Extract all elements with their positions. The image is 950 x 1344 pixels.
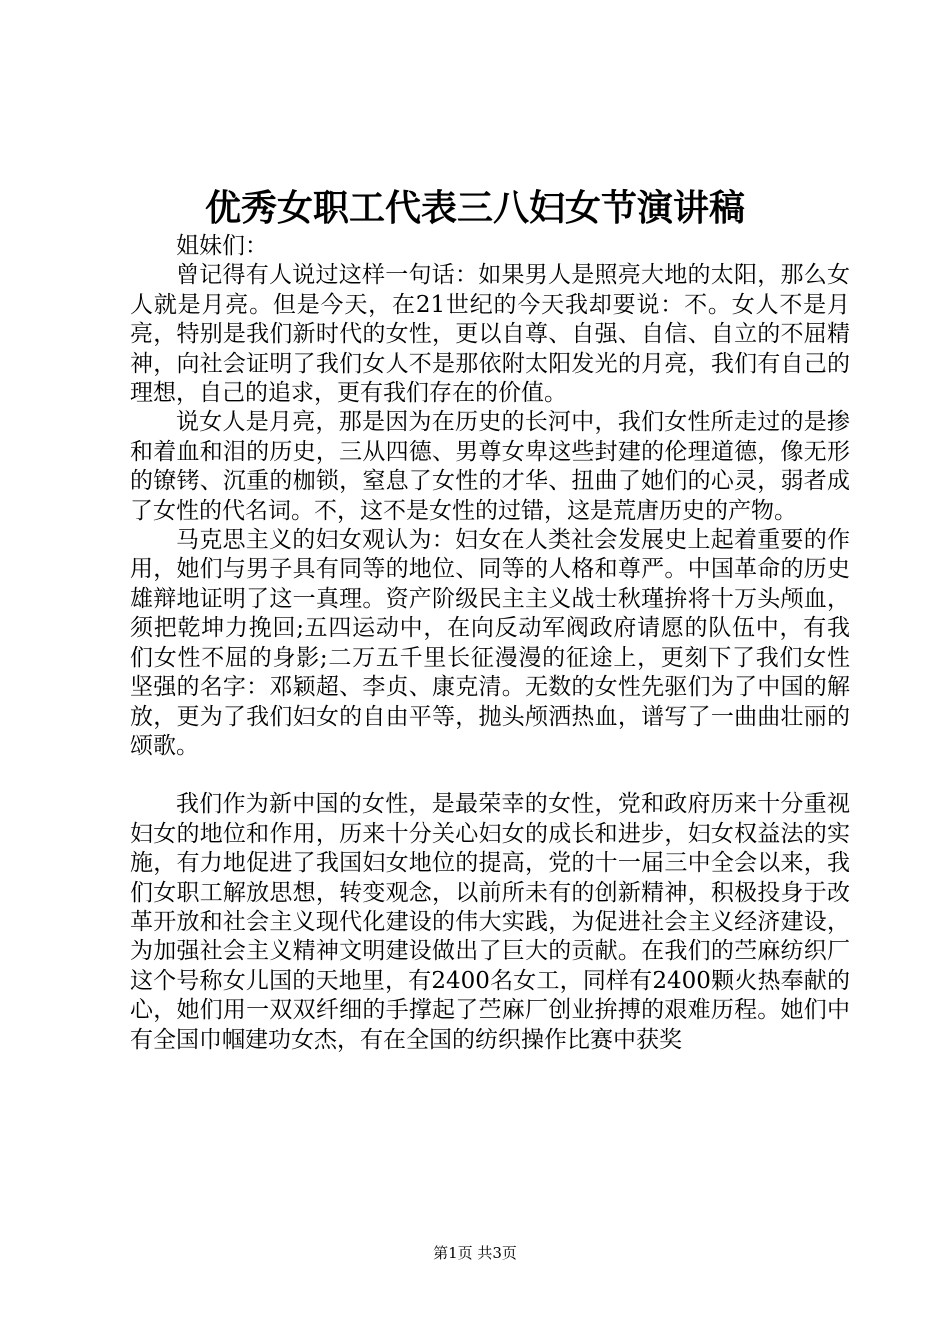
document-title: 优秀女职工代表三八妇女节演讲稿	[204, 187, 745, 229]
document-body	[130, 232, 850, 1055]
salutation: 姐妹们：	[176, 233, 268, 259]
paragraph: 曾记得有人说过这样一句话：如果男人是照亮大地的太阳，那么女人就是月亮。但是今天，在21世纪的今天我却要说：不。女人不是月亮，特别是我们新时代的女性，更以自尊、自强、自信、自立的不屈精神，向社会证明了我们女人不是那依附太阳发光的月亮，我们有自己的理想，自己的追求，更有我们存在的价值。	[130, 262, 850, 407]
paragraph: 我们作为新中国的女性，是最荣幸的女性，党和政府历来十分重视妇女的地位和作用，历来十分关心妇女的成长和进步，妇女权益法的实施，有力地促进了我国妇女地位的提高，党的十一届三中全会以来，我们女职工解放思想，转变观念，以前所未有的创新精神，积极投身于改革开放和社会主义现代化建设的伟大实践，为促进社会主义经济建设，为加强社会主义精神文明建设做出了巨大的贡献。在我们的苎麻纺织厂这个号称女儿国的天地里，有2400名女工，同样有2400颗火热奉献的心，她们用一双双纤细的手撑起了苎麻厂创业拚搏的艰难历程。她们中有全国巾帼建功女杰，有在全国的纺织操作比赛中获奖	[130, 791, 850, 1053]
paragraph: 说女人是月亮，那是因为在历史的长河中，我们女性所走过的是掺和着血和泪的历史，三从四德、男尊女卑这些封建的伦理道德，像无形的镣铐、沉重的枷锁，窒息了女性的才华、扭曲了她们的心灵，弱者成了女性的代名词。不，这不是女性的过错，这是荒唐历史的产物。	[130, 409, 850, 524]
page-footer: 第1页 共3页	[433, 1244, 517, 1262]
paragraph: 马克思主义的妇女观认为：妇女在人类社会发展史上起着重要的作用，她们与男子具有同等的地位、同等的人格和尊严。中国革命的历史雄辩地证明了这一真理。资产阶级民主主义战士秋瑾拚将十万头颅血，须把乾坤力挽回;五四运动中，在向反动军阀政府请愿的队伍中，有我们女性不屈的身影;二万五千里长征漫漫的征途上，更刻下了我们女性坚强的名字：邓颖超、李贞、康克清。无数的女性先驱们为了中国的解放，更为了我们妇女的自由平等，抛头颅洒热血，谱写了一曲曲壮丽的颂歌。	[130, 527, 850, 759]
